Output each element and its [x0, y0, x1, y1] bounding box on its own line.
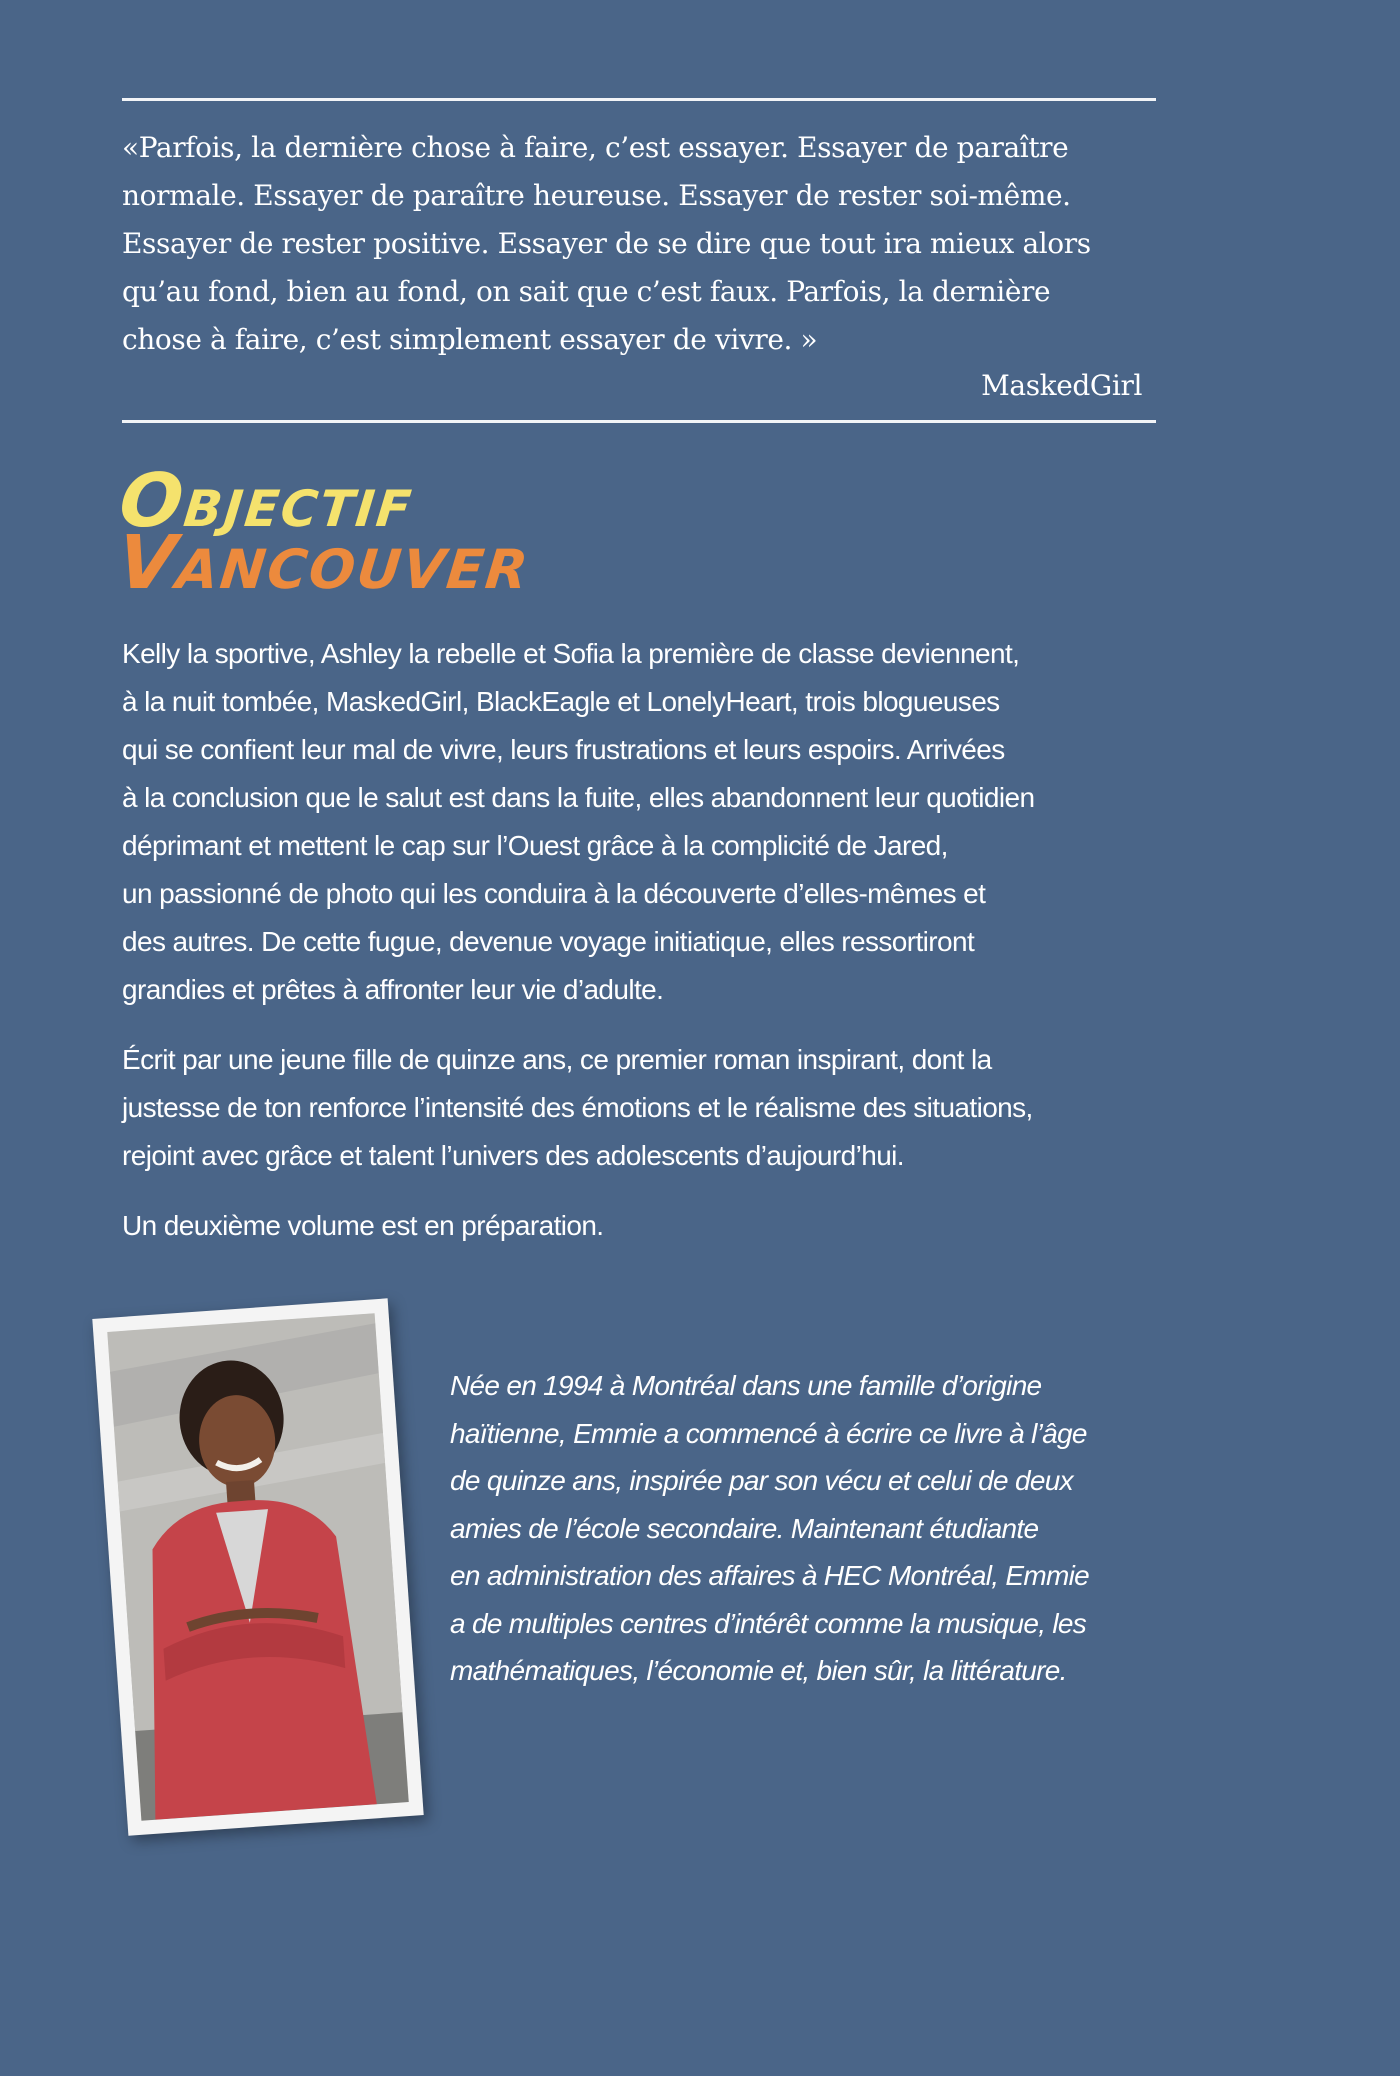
- bio-line: amies de l’école secondaire. Maintenant étudiante: [450, 1512, 1039, 1544]
- bio-line: en administration des affaires à HEC Montréal, Emmie: [450, 1560, 1089, 1591]
- synopsis: [122, 630, 1162, 1272]
- quote-line: «Parfois, la dernière chose à faire, c’est essayer. Essayer de paraître: [122, 131, 1069, 164]
- bio-line: Née en 1994 à Montréal dans une famille d’origine: [450, 1370, 1042, 1401]
- synopsis-line: Un deuxième volume est en préparation.: [122, 1210, 604, 1241]
- quote-attribution: MaskedGirl: [981, 369, 1142, 402]
- synopsis-paragraph: [122, 1202, 1162, 1250]
- bio-line: de quinze ans, inspirée par son vécu et celui de deux: [450, 1465, 1073, 1496]
- synopsis-line: Écrit par une jeune fille de quinze ans, ce premier roman inspirant, dont la: [122, 1044, 992, 1075]
- quote-line: chose à faire, c’est simplement essayer de vivre. »: [122, 323, 818, 356]
- synopsis-line: qui se confient leur mal de vivre, leurs frustrations et leurs espoirs. Arrivées: [122, 734, 1005, 765]
- quote-bottom-rule: [122, 420, 1156, 423]
- synopsis-paragraph: [122, 1036, 1162, 1180]
- synopsis-line: rejoint avec grâce et talent l’univers des adolescents d’aujourd’hui.: [122, 1140, 904, 1171]
- title-line-2: [113, 520, 534, 606]
- bio-line: mathématiques, l’économie et, bien sûr, la littérature.: [450, 1655, 1067, 1686]
- synopsis-line: Kelly la sportive, Ashley la rebelle et Sofia la première de classe deviennent,: [122, 638, 1020, 669]
- author-portrait-illustration: [107, 1313, 409, 1821]
- epigraph-quote: [122, 124, 1162, 364]
- title-initial: O: [115, 458, 190, 544]
- synopsis-line: justesse de ton renforce l’intensité des émotions et le réalisme des situations,: [122, 1092, 1033, 1123]
- title-initial: V: [113, 520, 182, 606]
- synopsis-line: à la nuit tombée, MaskedGirl, BlackEagle et LonelyHeart, trois blogueuses: [122, 686, 1000, 717]
- quote-line: Essayer de rester positive. Essayer de se dire que tout ira mieux alors: [122, 227, 1091, 260]
- quote-line: normale. Essayer de paraître heureuse. Essayer de rester soi-même.: [122, 179, 1071, 212]
- synopsis-line: un passionné de photo qui les conduira à la découverte d’elles-mêmes et: [122, 878, 986, 909]
- title-rest: ANCOUVER: [173, 538, 533, 601]
- quote-line: qu’au fond, bien au fond, on sait que c’est faux. Parfois, la dernière: [122, 275, 1051, 308]
- bio-line: haïtienne, Emmie a commencé à écrire ce livre à l’âge: [450, 1417, 1087, 1449]
- synopsis-line: déprimant et mettent le cap sur l’Ouest grâce à la complicité de Jared,: [122, 830, 948, 861]
- bio-line: a de multiples centres d’intérêt comme la musique, les: [450, 1607, 1087, 1639]
- author-photo-image: [107, 1313, 409, 1821]
- quote-top-rule: [122, 98, 1156, 101]
- synopsis-paragraph: [122, 630, 1162, 1014]
- title-rest: BJECTIF: [181, 480, 416, 538]
- author-photo: [92, 1298, 423, 1835]
- synopsis-line: des autres. De cette fugue, devenue voyage initiatique, elles ressortiront: [122, 926, 975, 957]
- author-bio: [450, 1362, 1170, 1695]
- synopsis-line: à la conclusion que le salut est dans la fuite, elles abandonnent leur quotidien: [122, 782, 1035, 813]
- synopsis-line: grandies et prêtes à affronter leur vie d’adulte.: [122, 974, 664, 1005]
- book-title: [113, 458, 533, 618]
